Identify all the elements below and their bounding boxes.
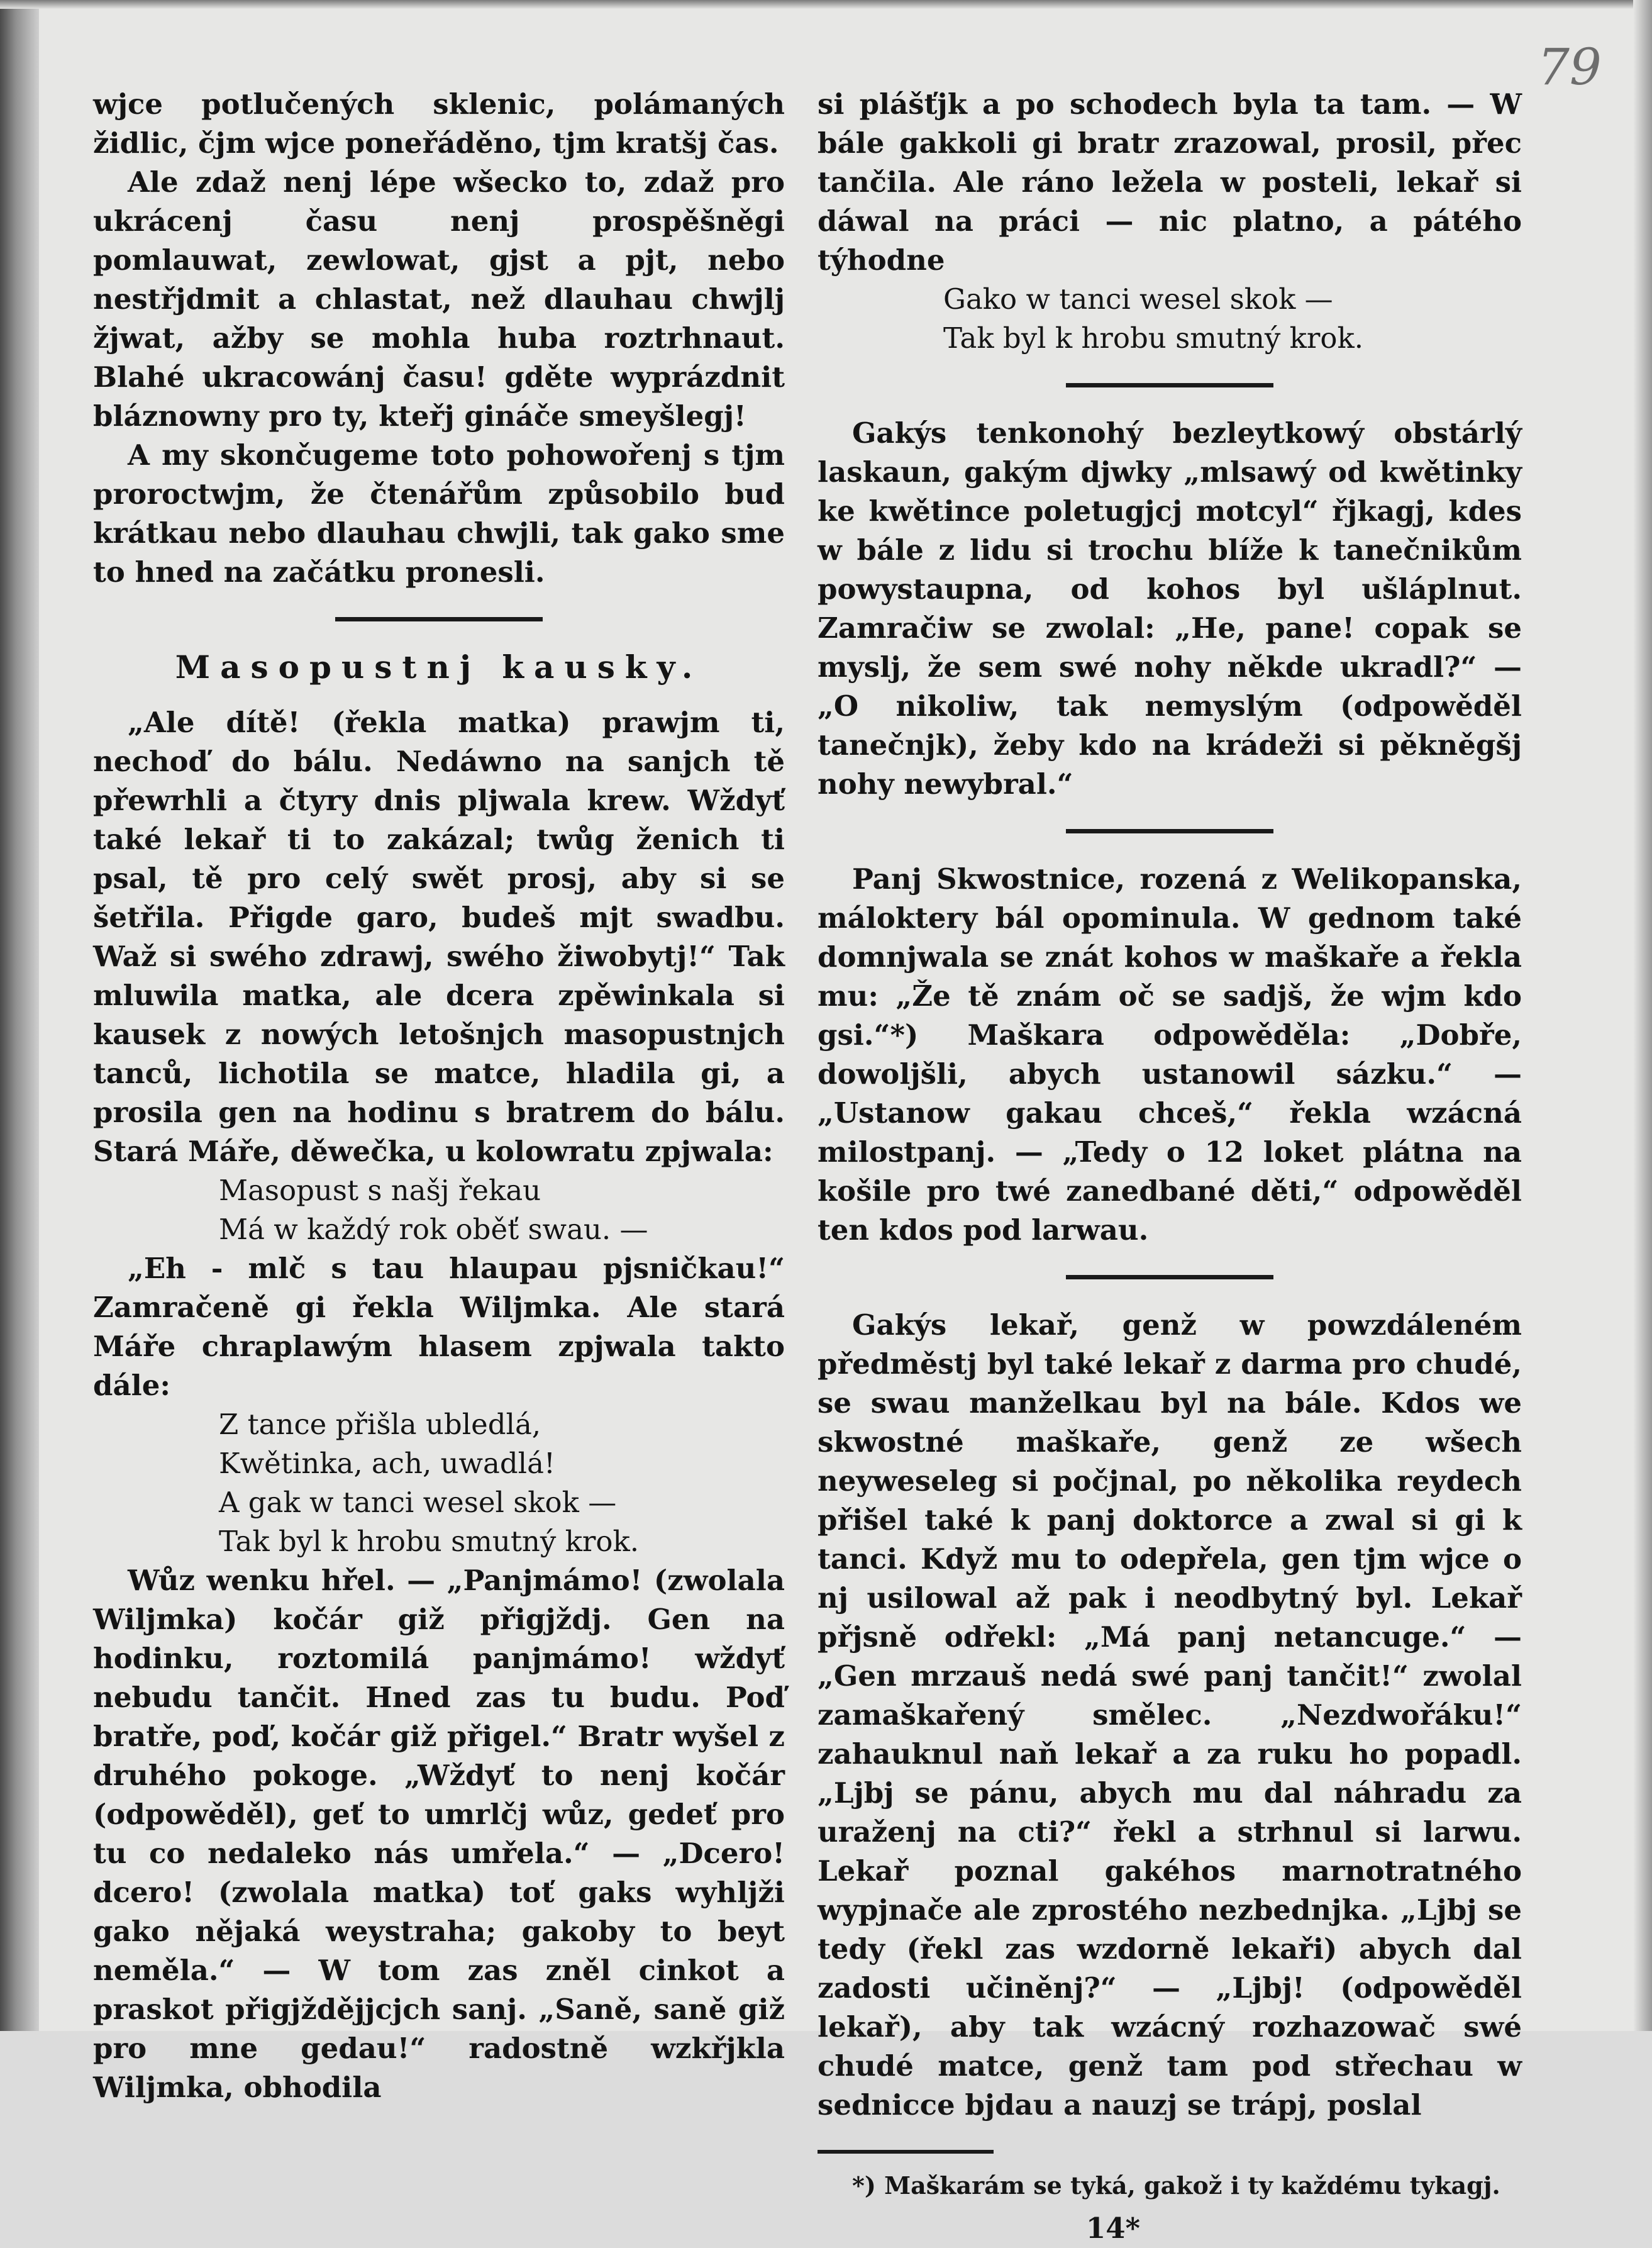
section-rule xyxy=(335,617,543,621)
footnote-rule xyxy=(818,2150,994,2154)
paragraph: Wůz wenku hřel. — „Panjmámo! (zwolala Wiljmka) kočár giž přigjždj. Gen na hodinku, roztomilá panjmámo! wždyť nebudu tančit. Hned zas tu budu. Poď bratře, poď, kočár giž přigel.“ Bratr wyšel z druhého pokoge. „Wždyť to nenj kočár (odpowěděl), geť to umrlčj wůz, gedeť pro tu co nedaleko nás umřela.“ — „Dcero! dcero! (zwolala matka) toť gaks wyhljži gako nějaká weystraha; gakoby to beyt neměla.“ — W tom zas zněl cinkot a praskot přigjždějjcjch sanj. „Saně, saně giž pro mne gedau!“ radostně wzkřjkla Wiljmka, obhodila xyxy=(93,1564,785,2104)
paragraph: A my skončugeme toto pohowořenj s tjm proroctwjm, že čtenářům způsobilo bud krátkau nebo dlauhau chwjli, tak gako sme to hned na začátku pronesli. xyxy=(93,438,785,589)
verse-line: Gako w tanci wesel skok — xyxy=(943,282,1333,316)
verse-line: A gak w tanci wesel skok — xyxy=(219,1486,617,1519)
section-rule xyxy=(1066,829,1273,833)
paragraph: si plášťjk a po schodech byla ta tam. — W bále gakkoli gi bratr zrazowal, prosil, přec tančila. Ale ráno ležela w posteli, lekař si dáwal na práci — nic platno, a pátého týhodne xyxy=(818,87,1522,277)
footnote: *) Maškarám se tyká, gakož i ty každému tykagj. xyxy=(852,2171,1500,2200)
paragraph: wjce potlučených sklenic, polámaných židlic, čjm wjce poneřáděno, tjm kratšj čas. xyxy=(93,87,785,160)
paragraph: „Eh - mlč s tau hlaupau pjsničkau!“ Zamračeně gi řekla Wiljmka. Ale stará Máře chraplawým hlasem zpjwala takto dále: xyxy=(93,1252,785,1402)
paragraph: Gakýs tenkonohý bezleytkowý obstárlý laskaun, gakým djwky „mlsawý od kwětinky ke kwětince poletugjcj motcyl“ řjkagj, kdes w bále z lidu si trochu blíže k tanečnikům powystaupna, od kohos byl ušláplnut. Zamračiw se zwolal: „He, pane! copak se myslj, že sem swé nohy někde ukradl?“ — „O nikoliw, tak nemyslým (odpowěděl tanečnjk), žeby kdo na krádeži si pěkněgšj nohy newybral.“ xyxy=(818,416,1522,801)
paragraph: Panj Skwostnice, rozená z Welikopanska, máloktery bál opominula. W gednom také domnjwala se znát kohos w maškaře a řekla mu: „Že tě znám oč se sadjš, že wjm kdo gsi.“*) Maškara odpowěděla: „Dobře, dowoljšli, abych ustanowil sázku.“ — „Ustanow gakau chceš,“ řekla wzácná milostpanj. — „Tedy o 12 loket plátna na košile pro twé zanedbané děti,“ odpowěděl ten kdos pod larwau. xyxy=(818,862,1522,1247)
right-column xyxy=(818,85,1522,2248)
top-edge-shadow xyxy=(0,0,1652,9)
verse xyxy=(219,1171,785,1249)
paragraph: Ale zdaž nenj lépe wšecko to, zdaž pro ukrácenj času nenj prospěšněgi pomlauwat, zewlowat, gjst a pjt, nebo nestřjdmit a chlastat, než dlauhau chwjlj žjwat, ažby se mohla huba roztrhnaut. Blahé ukracowánj času! gděte wyprázdnit bláznowny pro ty, kteřj gináče smeyšlegj! xyxy=(93,165,785,433)
left-column xyxy=(93,85,785,2107)
printer-signature: 14* xyxy=(1085,2212,1141,2245)
verse xyxy=(219,1405,785,1561)
section-heading: Masopustnj kausky. xyxy=(175,648,703,686)
binding-shadow xyxy=(0,0,39,2031)
right-edge-shadow xyxy=(1633,0,1652,2031)
paragraph: Gakýs lekař, genž w powzdáleném předměstj byl také lekař z darma pro chudé, se swau manželkau byl na bále. Kdos we skwostné maškaře, genž ze wšech neyweseleg si počjnal, po několika reydech přišel také k panj doktorce a zwal si gi k tanci. Když mu to odepřela, gen tjm wjce o nj usilowal až pak i neodbytný byl. Lekař přjsně odřekl: „Má panj netancuge.“ — „Gen mrzauš nedá swé panj tančit!“ zwolal zamaškařený smělec. „Nezdwořáku!“ zahauknul naň lekař a za ruku ho popadl. „Ljbj se pánu, abych mu dal náhradu za uraženj na cti?“ řekl a strhnul si larwu. Lekař poznal gakéhos marnotratného wypjnače ale zprostého nezbednjka. „Ljbj se tedy (řekl zas wzdorně lekaři) abych dal zadosti učiněnj?“ — „Ljbj! (odpowěděl lekař), aby tak wzácný rozhazowač swé chudé matce, genž tam pod střechau w sednicce bjdau a nauzj se trápj, poslal xyxy=(818,1308,1522,2122)
verse-line: Masopust s našj řekau xyxy=(219,1174,541,1207)
verse-line: Má w každý rok oběť swau. — xyxy=(219,1213,648,1246)
page-number: 79 xyxy=(1538,38,1602,96)
verse-line: Z tance přišla ubledlá, xyxy=(219,1408,541,1441)
verse-line: Tak byl k hrobu smutný krok. xyxy=(943,321,1364,355)
section-rule xyxy=(1066,383,1273,387)
verse xyxy=(943,280,1522,358)
section-rule xyxy=(1066,1275,1273,1279)
verse-line: Kwětinka, ach, uwadlá! xyxy=(219,1447,555,1480)
verse-line: Tak byl k hrobu smutný krok. xyxy=(219,1525,640,1558)
paragraph: „Ale dítě! (řekla matka) prawjm ti, nechoď do bálu. Nedáwno na sanjch tě přewrhli a čtyry dnis pljwala krew. Wždyť také lekař ti to zakázal; twůg ženich ti psal, tě pro celý swět prosj, aby si se šetřila. Přigde garo, budeš mjt swadbu. Waž si swého zdrawj, swého žiwobytj!“ Tak mluwila matka, ale dcera zpěwinkala si kausek z nowých letošnjch masopustnjch tanců, lichotila se matce, hladila gi, a prosila gen na hodinu s bratrem do bálu. Stará Máře, děwečka, u kolowratu zpjwala: xyxy=(93,706,785,1168)
